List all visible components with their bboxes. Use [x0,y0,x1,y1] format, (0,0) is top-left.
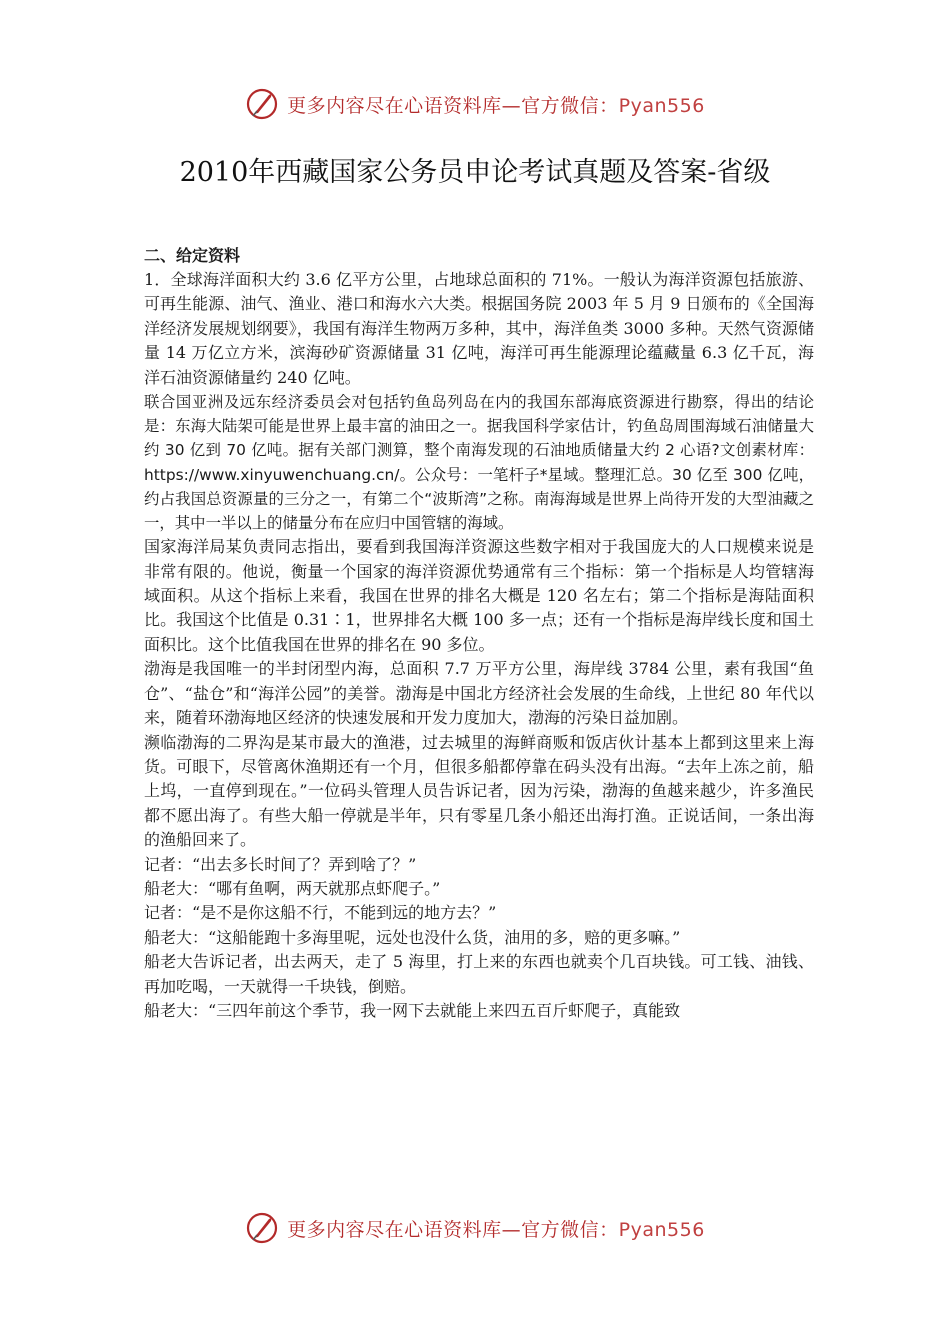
banner-text: 更多内容尽在心语资料库—官方微信： [287,1218,619,1241]
section-heading: 二、给定资料 [144,246,241,265]
document-title: 2010年西藏国家公务员申论考试真题及答案-省级 [179,157,771,188]
paragraph: 国家海洋局某负责同志指出，要看到我国海洋资源这些数字相对于我国庞大的人口规模来说是非常有限的。他说，衡量一个国家的海洋资源优势通常有三个指标：第一个指标是人均管辖海域面积。从这个指标上来看，我国在世界的排名大概是 120 名左右；第二个指标是海陆面积比。我国这个比值是 0.31∶1，世界排名大概 100 多一点；还有一个指标是海岸线长度和国土面积比。这个比值我国在世界的排名在 90 多位。 [144,537,814,654]
paragraph: 船老大告诉记者，出去两天，走了 5 海里，打上来的东西也就卖个几百块钱。可工钱、油钱、再加吃喝，一天就得一千块钱，倒赔。 [144,952,814,996]
paragraph: 联合国亚洲及远东经济委员会对包括钓鱼岛列岛在内的我国东部海底资源进行勘察，得出的结论是：东海大陆架可能是世界上最丰富的油田之一。据我国科学家估计，钓鱼岛周围海域石油储量大约 30 亿到 70 亿吨。据有关部门测算，整个南海发现的石油地质储量大约 2 心语?文创素材库：https://www.xinyuwenchuang.cn/。公众号：一笔杆子*星域。整理汇总。30 亿至 300 亿吨，约占我国总资源量的三分之一，有第二个“波斯湾”之称。南海海域是世界上尚待开发的大型油藏之一，其中一半以上的储量分布在应归中国管辖的海域。 [144,393,814,533]
paragraph: 船老大：“这船能跑十多海里呢，远处也没什么货，油用的多，赔的更多嘛。” [144,927,681,947]
banner-wechat-id: Pyan556 [618,94,705,117]
header-banner [0,84,950,124]
quill-logo-icon [245,87,279,121]
banner-wechat-id: Pyan556 [618,1218,705,1241]
paragraph: 船老大：“哪有鱼啊，两天就那点虾爬子。” [144,878,441,898]
paragraph: 濒临渤海的二界沟是某市最大的渔港，过去城里的海鲜商贩和饭店伙计基本上都到这里来上海货。可眼下，尽管离休渔期还有一个月，但很多船都停靠在码头没有出海。“去年上冻之前，船上坞，一直停到现在。”一位码头管理人员告诉记者，因为污染，渤海的鱼越来越少，许多渔民都不愿出海了。有些大船一停就是半年，只有零星几条小船还出海打渔。正说话间，一条出海的渔船回来了。 [144,732,814,850]
paragraph: 记者：“出去多长时间了？弄到啥了？” [144,854,417,874]
paragraph: 1．全球海洋面积大约 3.6 亿平方公里，占地球总面积的 71%。一般认为海洋资源包括旅游、可再生能源、油气、渔业、港口和海水六大类。根据国务院 2003 年 5 月 9 日颁布的《全国海洋经济发展规划纲要》，我国有海洋生物两万多种，其中，海洋鱼类 3000 多种。天然气资源储量 14 万亿立方米，滨海砂矿资源储量 31 亿吨，海洋可再生能源理论蕴藏量 6.3 亿千瓦，海洋石油资源储量约 240 亿吨。 [144,270,814,387]
paragraph: 记者：“是不是你这船不行，不能到远的地方去？” [144,903,497,923]
footer-banner [0,1208,950,1248]
banner-text: 更多内容尽在心语资料库—官方微信： [287,94,619,117]
paragraph: 船老大：“三四年前这个季节，我一网下去就能上来四五百斤虾爬子，真能致 [144,1000,681,1020]
document-body [144,244,814,1023]
paragraph: 渤海是我国唯一的半封闭型内海，总面积 7.7 万平方公里，海岸线 3784 公里，素有我国“鱼仓”、“盐仓”和“海洋公园”的美誉。渤海是中国北方经济社会发展的生命线，上世纪 80 年代以来，随着环渤海地区经济的快速发展和开发力度加大，渤海的污染日益加剧。 [144,659,814,728]
quill-logo-icon [245,1211,279,1245]
